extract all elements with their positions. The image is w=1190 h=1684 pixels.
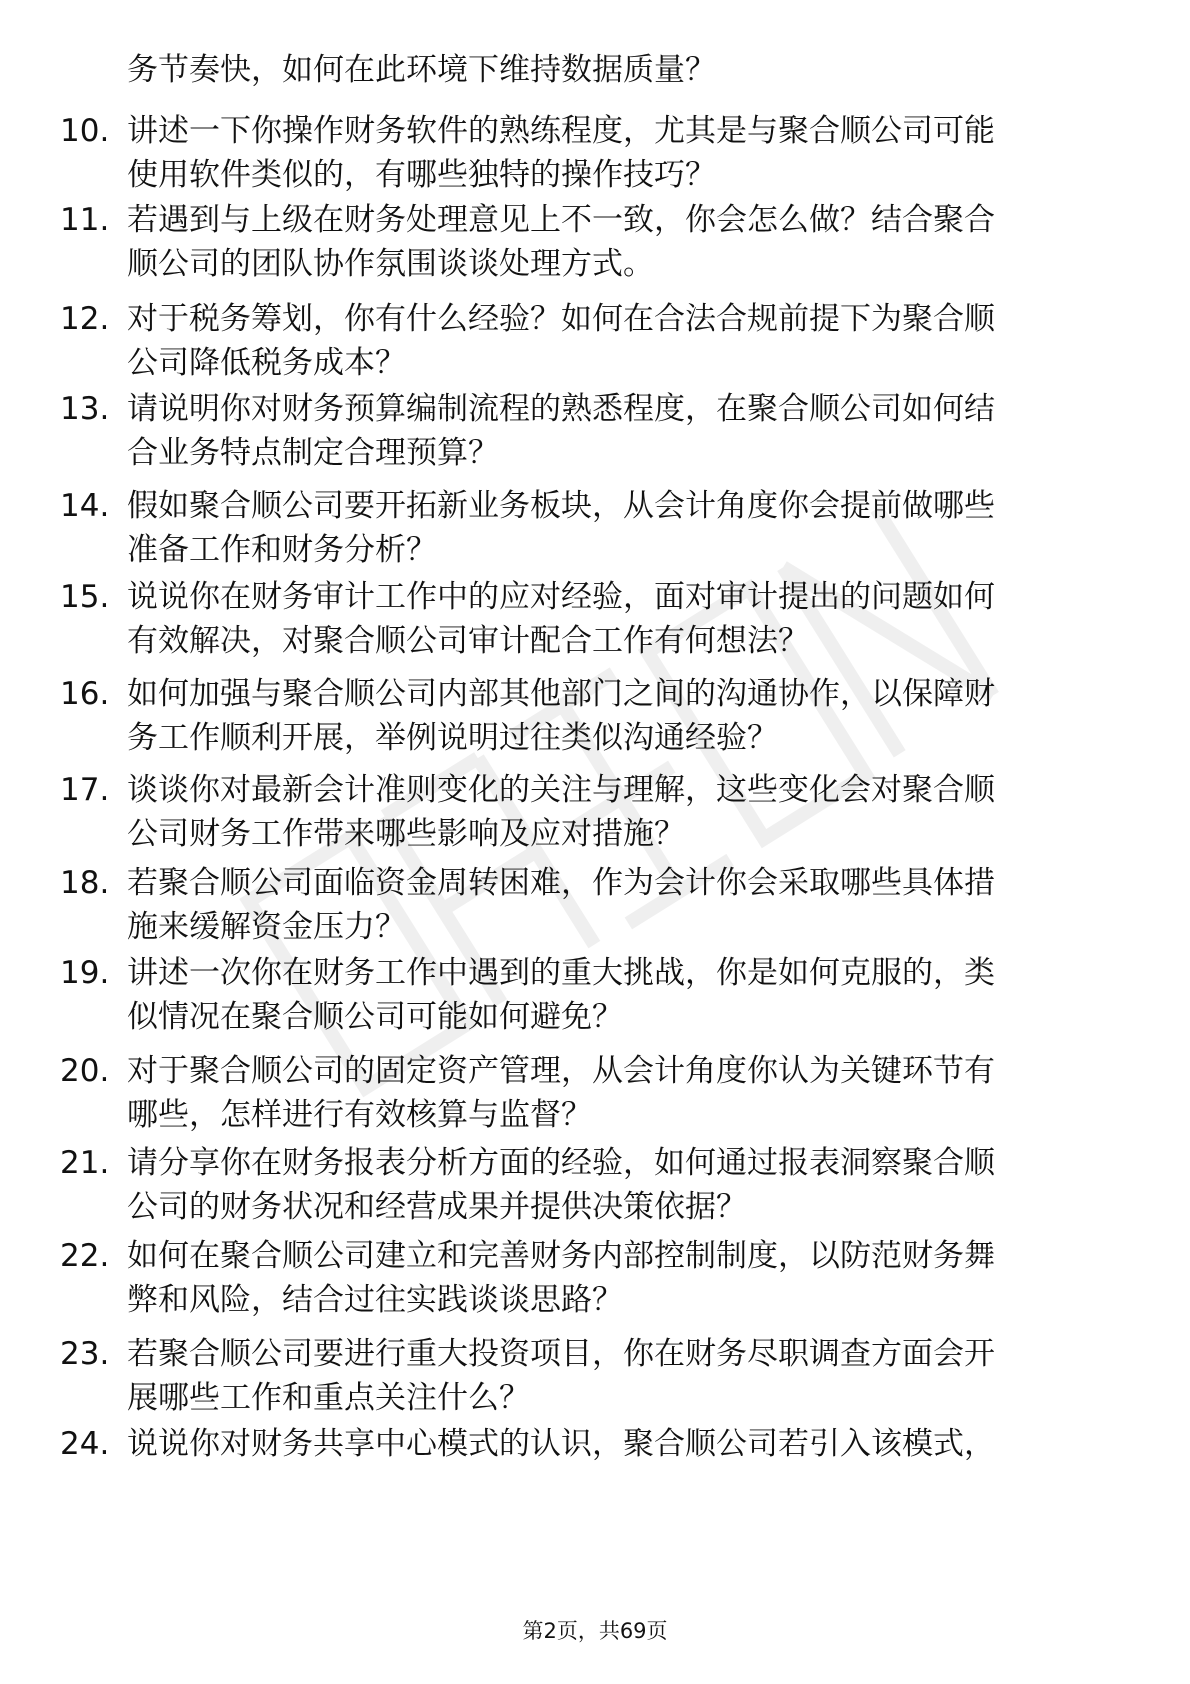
question-text-line: 合业务特点制定合理预算？ [127, 435, 499, 471]
question-text-line: 若遇到与上级在财务处理意见上不一致，你会怎么做？结合聚合 [127, 202, 995, 238]
question-text-line: 谈谈你对最新会计准则变化的关注与理解，这些变化会对聚合顺 [127, 772, 995, 808]
question-text-line: 若聚合顺公司面临资金周转困难，作为会计你会采取哪些具体措 [127, 865, 995, 901]
question-number: 20. [60, 1053, 110, 1089]
question-text-line: 对于聚合顺公司的固定资产管理，从会计角度你认为关键环节有 [127, 1053, 995, 1089]
question-text-line: 请说明你对财务预算编制流程的熟悉程度，在聚合顺公司如何结 [127, 391, 995, 427]
question-number: 18. [60, 865, 110, 901]
question-text-line: 哪些，怎样进行有效核算与监督？ [127, 1097, 592, 1133]
question-text-line: 使用软件类似的，有哪些独特的操作技巧？ [127, 157, 716, 193]
question-text-line: 公司财务工作带来哪些影响及应对措施？ [127, 816, 685, 852]
page-number-footer: 第2页，共69页 [522, 1619, 668, 1643]
question-number: 14. [60, 488, 110, 524]
question-text-line: 公司降低税务成本？ [127, 345, 406, 381]
question-number: 21. [60, 1145, 110, 1181]
question-number: 19. [60, 955, 110, 991]
question-number: 23. [60, 1336, 110, 1372]
question-number: 17. [60, 772, 110, 808]
question-number: 12. [60, 301, 110, 337]
question-text-line: 请分享你在财务报表分析方面的经验，如何通过报表洞察聚合顺 [127, 1145, 995, 1181]
question-text-line: 展哪些工作和重点关注什么？ [127, 1380, 530, 1416]
question-text-line: 如何在聚合顺公司建立和完善财务内部控制制度，以防范财务舞 [127, 1238, 995, 1274]
question-text-line: 对于税务筹划，你有什么经验？如何在合法合规前提下为聚合顺 [127, 301, 995, 337]
question-text-line: 有效解决，对聚合顺公司审计配合工作有何想法？ [127, 623, 809, 659]
question-text-line: 假如聚合顺公司要开拓新业务板块，从会计角度你会提前做哪些 [127, 488, 995, 524]
question-number: 24. [60, 1426, 110, 1462]
question-text-line: 如何加强与聚合顺公司内部其他部门之间的沟通协作，以保障财 [127, 676, 995, 712]
question-text-line: 顺公司的团队协作氛围谈谈处理方式。 [127, 246, 654, 282]
question-number: 10. [60, 113, 110, 149]
question-text-line: 弊和风险，结合过往实践谈谈思路？ [127, 1282, 623, 1318]
question-text-line: 准备工作和财务分析？ [127, 532, 437, 568]
question-text-line: 似情况在聚合顺公司可能如何避免？ [127, 999, 623, 1035]
question-text-line: 讲述一次你在财务工作中遇到的重大挑战，你是如何克服的，类 [127, 955, 995, 991]
question-number: 11. [60, 202, 110, 238]
question-text-line: 公司的财务状况和经营成果并提供决策依据？ [127, 1189, 747, 1225]
question-text-line: 说说你对财务共享中心模式的认识，聚合顺公司若引入该模式， [127, 1426, 995, 1462]
question-number: 22. [60, 1238, 110, 1274]
question-text-line: 若聚合顺公司要进行重大投资项目，你在财务尽职调查方面会开 [127, 1336, 995, 1372]
question-number: 16. [60, 676, 110, 712]
question-text-line: 说说你在财务审计工作中的应对经验，面对审计提出的问题如何 [127, 579, 995, 615]
question-number: 15. [60, 579, 110, 615]
question-text-line: 讲述一下你操作财务软件的熟练程度，尤其是与聚合顺公司可能 [127, 113, 995, 149]
question-text-line: 施来缓解资金压力？ [127, 909, 406, 945]
question-number: 13. [60, 391, 110, 427]
question-text-line: 务工作顺利开展，举例说明过往类似沟通经验？ [127, 720, 778, 756]
continued-question-text: 务节奏快，如何在此环境下维持数据质量？ [127, 52, 716, 88]
